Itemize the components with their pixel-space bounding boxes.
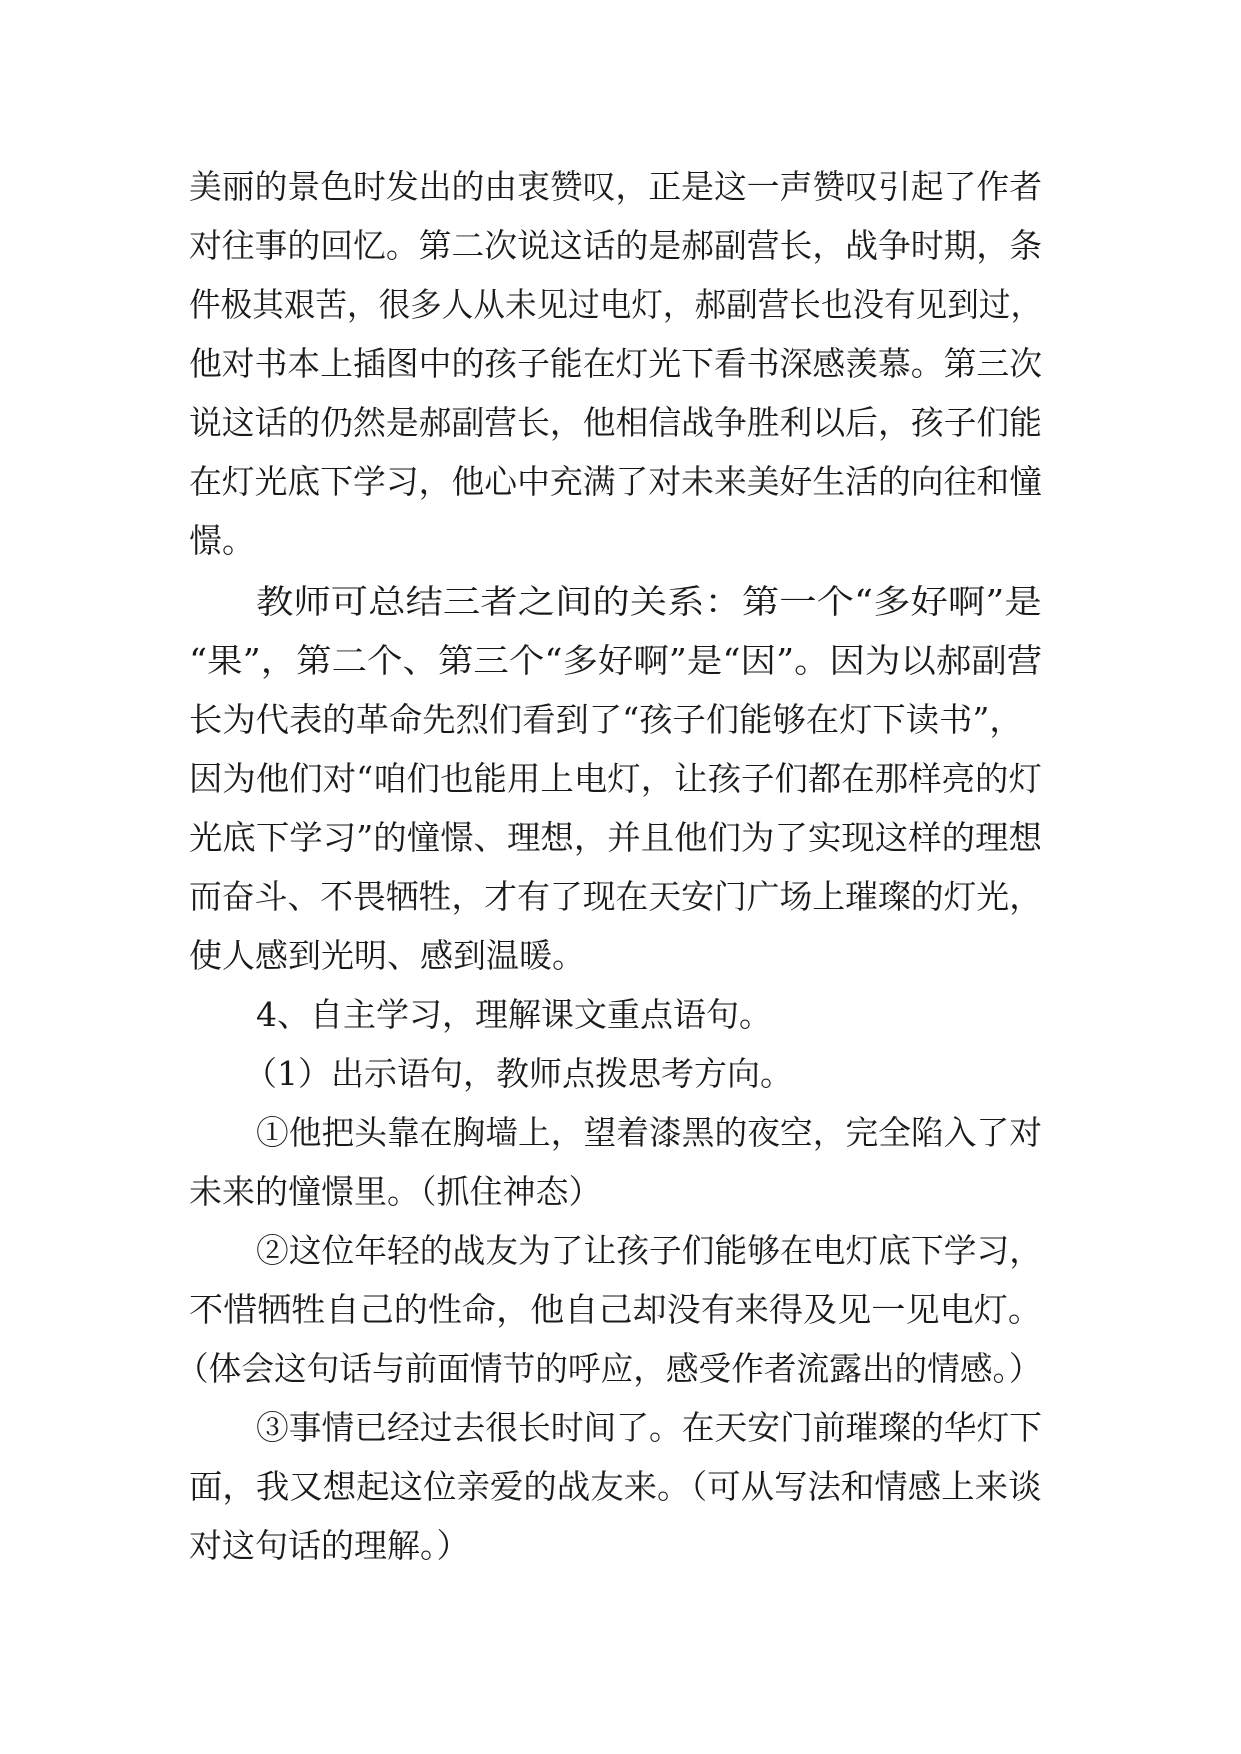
text-line: ②这位年轻的战友为了让孩子们能够在电灯底下学习， xyxy=(256,1231,1042,1270)
text-line: 长为代表的革命先烈们看到了“孩子们能够在灯下读书”， xyxy=(189,700,1023,739)
text-line: 憬。 xyxy=(189,521,255,560)
text-line: ①他把头靠在胸墙上，望着漆黑的夜空，完全陷入了对 xyxy=(256,1113,1042,1152)
text-line: 教师可总结三者之间的关系：第一个“多好啊”是 xyxy=(256,582,1042,621)
text-line: 未来的憧憬里。（抓住神态） xyxy=(189,1172,602,1211)
text-line: 因为他们对“咱们也能用上电灯，让孩子们都在那样亮的灯 xyxy=(189,759,1042,798)
text-line: ③事情已经过去很长时间了。在天安门前璀璨的华灯下 xyxy=(256,1408,1042,1447)
text-line: 对往事的回忆。第二次说这话的是郝副营长，战争时期，条 xyxy=(189,226,1043,265)
text-line: 光底下学习”的憧憬、理想，并且他们为了实现这样的理想 xyxy=(189,818,1042,857)
text-line: 他对书本上插图中的孩子能在灯光下看书深感羡慕。第三次 xyxy=(189,344,1043,383)
text-line: “果”，第二个、第三个“多好啊”是“因”。因为以郝副营 xyxy=(189,641,1043,680)
text-line: 在灯光底下学习，他心中充满了对未来美好生活的向往和憧 xyxy=(189,462,1043,501)
text-line: 对这句话的理解。） xyxy=(189,1526,470,1565)
text-line: （体会这句话与前面情节的呼应，感受作者流露出的情感。） xyxy=(176,1349,1042,1388)
text-line: 美丽的景色时发出的由衷赞叹，正是这一声赞叹引起了作者 xyxy=(189,167,1043,206)
text-line: 说这话的仍然是郝副营长，他相信战争胜利以后，孩子们能 xyxy=(189,403,1043,442)
text-line: （1）出示语句，教师点拨思考方向。 xyxy=(244,1054,793,1093)
text-line: 不惜牺牲自己的性命，他自己却没有来得及见一见电灯。 xyxy=(189,1290,1042,1329)
text-line: 而奋斗、不畏牺牲，才有了现在天安门广场上璀璨的灯光， xyxy=(189,877,1043,916)
text-line: 使人感到光明、感到温暖。 xyxy=(189,936,585,975)
text-line: 件极其艰苦，很多人从未见过电灯，郝副营长也没有见到过， xyxy=(189,285,1043,324)
text-line: 面，我又想起这位亲爱的战友来。（可从写法和情感上来谈 xyxy=(189,1467,1042,1506)
text-line: 4、自主学习，理解课文重点语句。 xyxy=(256,995,772,1034)
